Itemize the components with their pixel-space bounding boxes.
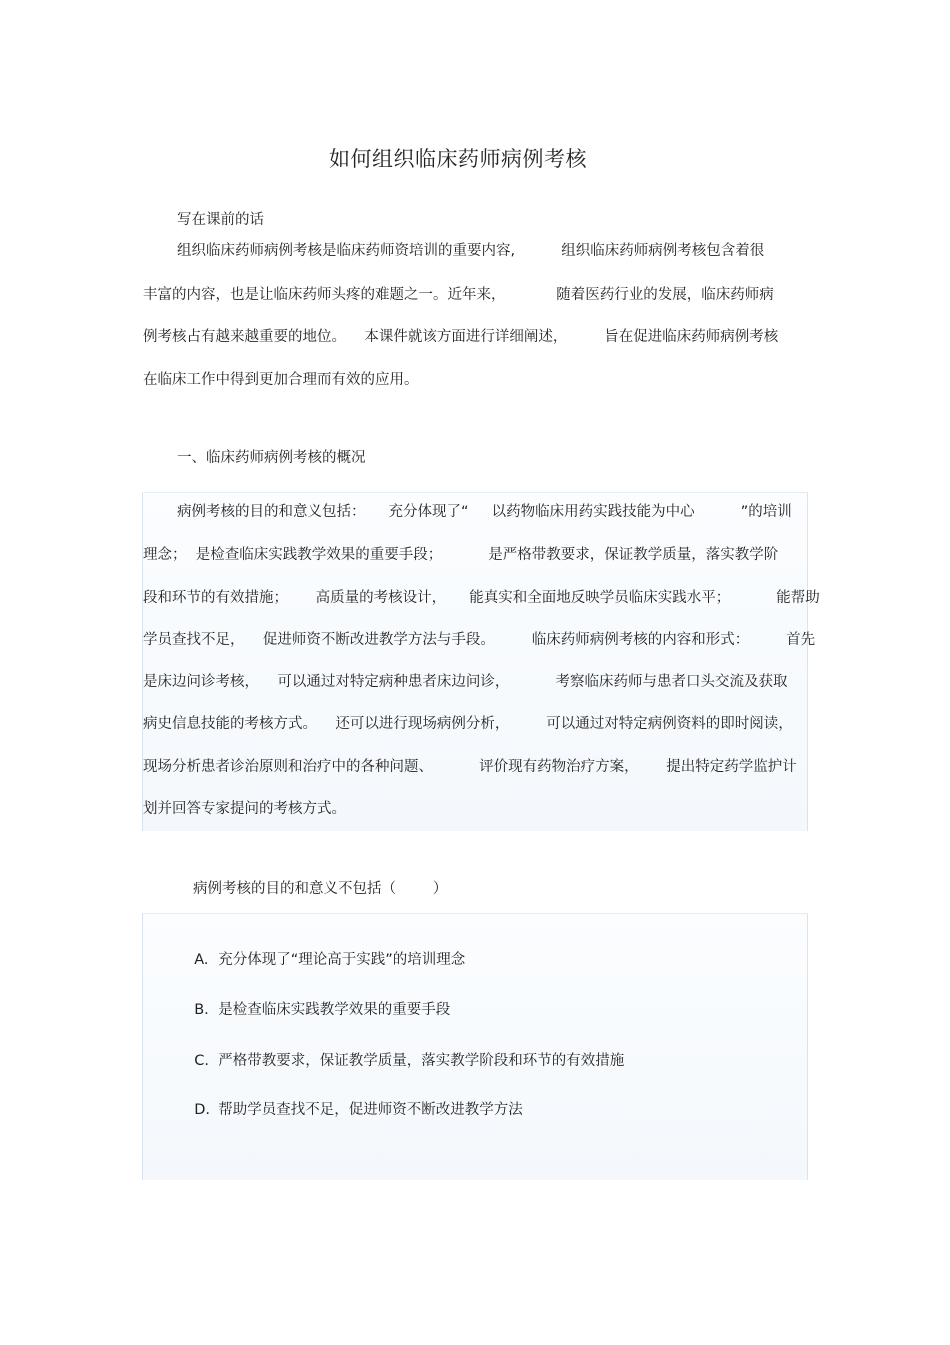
- section-line-8: 划并回答专家提问的考核方式。: [143, 801, 346, 817]
- section-line-2: 理念； 是检查临床实践教学效果的重要手段； 是严格带教要求，保证教学质量，落实教学阶: [143, 547, 779, 563]
- section-line-7: 现场分析患者诊治原则和治疗中的各种问题、 评价现有药物治疗方案， 提出特定药学监护计: [143, 759, 797, 775]
- quiz-question: 病例考核的目的和意义不包括（ ）: [193, 881, 448, 897]
- section-heading: 一、临床药师病例考核的概况: [177, 450, 366, 466]
- option-text: 帮助学员查找不足，促进师资不断改进教学方法: [218, 1102, 523, 1118]
- option-text: 严格带教要求，保证教学质量，落实教学阶段和环节的有效措施: [218, 1053, 625, 1069]
- intro-line-3: 例考核占有越来越重要的地位。 本课件就该方面进行详细阐述， 旨在促进临床药师病例考核: [143, 329, 779, 345]
- section-line-6: 病史信息技能的考核方式。 还可以进行现场病例分析， 可以通过对特定病例资料的即时阅读，: [143, 716, 793, 732]
- option-text: 充分体现了“理论高于实践”的培训理念: [218, 952, 466, 968]
- page-title: 如何组织临床药师病例考核: [329, 147, 587, 171]
- option-letter: C.: [194, 1053, 209, 1069]
- intro-line-2: 丰富的内容，也是让临床药师头疼的难题之一。近年来， 随着医药行业的发展，临床药师病: [143, 287, 774, 303]
- quiz-option-c[interactable]: [185, 1028, 624, 1072]
- option-text: 是检查临床实践教学效果的重要手段: [218, 1002, 451, 1018]
- intro-line-1: 组织临床药师病例考核是临床药师资培训的重要内容, 组织临床药师病例考核包含着很: [177, 243, 765, 259]
- intro-heading: 写在课前的话: [177, 212, 264, 228]
- section-line-4: 学员查找不足， 促进师资不断改进教学方法与手段。 临床药师病例考核的内容和形式： 首先: [143, 632, 816, 648]
- quiz-option-a[interactable]: [185, 927, 465, 971]
- quiz-option-b[interactable]: [185, 977, 450, 1021]
- option-letter: D.: [194, 1102, 210, 1118]
- section-line-3: 段和环节的有效措施； 高质量的考核设计， 能真实和全面地反映学员临床实践水平； 能帮助: [143, 590, 820, 606]
- option-letter: B.: [194, 1002, 209, 1018]
- option-letter: A.: [194, 952, 209, 968]
- section-line-1: 病例考核的目的和意义包括： 充分体现了“ 以药物临床用药实践技能为中心 ”的培训: [177, 504, 792, 520]
- section-line-5: 是床边问诊考核， 可以通过对特定病种患者床边问诊， 考察临床药师与患者口头交流及获取: [143, 674, 788, 690]
- quiz-option-d[interactable]: [185, 1077, 523, 1121]
- section-content-box: [142, 492, 808, 831]
- intro-line-4: 在临床工作中得到更加合理而有效的应用。: [143, 372, 419, 388]
